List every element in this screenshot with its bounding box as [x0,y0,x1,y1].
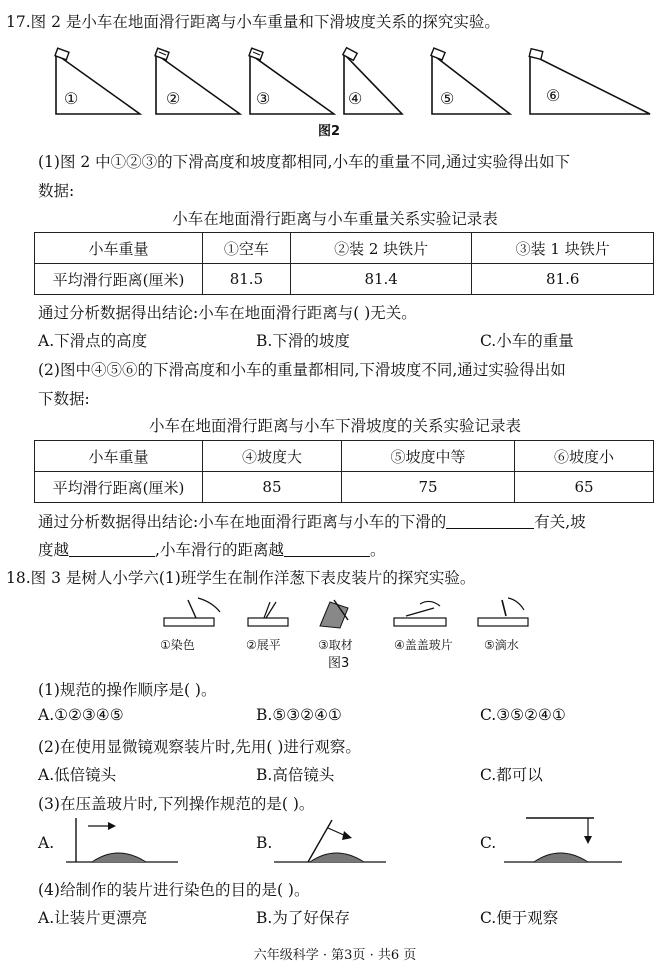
page-footer: 六年级科学 · 第3页 · 共6 页 [253,948,417,963]
ramp-3-label: ③ [256,89,271,108]
answer-blank[interactable] [446,513,534,529]
figure-3-drawings [158,596,538,632]
table1-row-label: 平均滑行距离(厘米) [35,264,203,295]
q18-part1-text: (1)规范的操作顺序是( )。 [38,681,217,699]
q17-part2-conclusion-b: 有关,坡 [534,513,586,531]
table-row [35,472,654,503]
q18-part3-text: (3)在压盖玻片时,下列操作规范的是( )。 [38,795,315,813]
ramp-6-label: ⑥ [546,86,561,105]
q17-part1-conclusion: 通过分析数据得出结论:小车在地面滑行距离与( )无关。 [38,304,417,322]
q17-part2-conclusion-line2 [38,538,385,560]
q18-part4-option-a: A.让装片更漂亮 [38,909,148,927]
ramp-5 [418,46,518,118]
coverslip-diagram-b [270,814,390,866]
answer-blank[interactable] [69,541,155,557]
table2-header-0: 小车重量 [35,441,203,472]
q17-part2-conclusion-e: 。 [369,541,386,559]
q17-part1-line1: (1)图 2 中①②③的下滑高度和坡度都相同,小车的重量不同,通过实验得出如下 [38,153,571,171]
step-3-label: ③取材 [318,638,353,652]
q18-stem: 18.图 3 是树人小学六(1)班学生在制作洋葱下表皮装片的探究实验。 [6,569,476,587]
q17-part2-line2: 下数据: [38,390,90,408]
ramp-3 [236,46,336,118]
q18-part3-option-c: C. [480,834,497,852]
table2-value-3: 65 [515,472,654,503]
table-row [35,264,654,295]
ramp-4-label: ④ [348,89,363,108]
table2-header-1: ④坡度大 [203,441,342,472]
q17-part2-conclusion-line1 [38,510,586,532]
table1-value-1: 81.5 [203,264,291,295]
table1-header-0: 小车重量 [35,233,203,264]
figure-2-caption: 图2 [318,124,341,139]
q18-part3-option-b: B. [256,834,273,852]
ramp-4 [330,46,410,118]
table-row [35,233,654,264]
q18-part1-option-a: A.①②③④⑤ [38,706,124,724]
table-row [35,441,654,472]
table2-title: 小车在地面滑行距离与小车下滑坡度的关系实验记录表 [148,417,521,435]
q18-part2-text: (2)在使用显微镜观察装片时,先用( )进行观察。 [38,738,361,756]
answer-blank[interactable] [284,541,370,557]
ramp-1-label: ① [64,89,79,108]
coverslip-diagram-c [500,814,626,866]
q17-part1-option-b: B.下滑的坡度 [256,332,350,350]
ramp-2 [142,46,242,118]
step-5-label: ⑤滴水 [484,638,519,652]
table2-header-2: ⑤坡度中等 [341,441,514,472]
q17-stem: 17.图 2 是小车在地面滑行距离与小车重量和下滑坡度关系的探究实验。 [6,13,500,31]
table1 [34,232,654,295]
q18-part2-option-b: B.高倍镜头 [256,766,335,784]
table1-header-1: ①空车 [203,233,291,264]
table1-header-2: ②装 2 块铁片 [290,233,472,264]
table1-header-3: ③装 1 块铁片 [472,233,654,264]
step-2-label: ②展平 [246,638,281,652]
ramp-5-label: ⑤ [440,89,455,108]
ramp-2-label: ② [166,89,181,108]
q18-part1-option-b: B.⑤③②④① [256,706,342,724]
table2-value-1: 85 [203,472,342,503]
table2-row-label: 平均滑行距离(厘米) [35,472,203,503]
q17-part2-line1: (2)图中④⑤⑥的下滑高度和小车的重量都相同,下滑坡度不同,通过实验得出如 [38,361,566,379]
ramp-1 [42,46,142,118]
q17-part2-conclusion-c: 度越 [38,541,70,559]
q18-part4-option-b: B.为了好保存 [256,909,350,927]
q17-part2-conclusion-a: 通过分析数据得出结论:小车在地面滑行距离与小车的下滑的 [38,513,447,531]
step-1-label: ①染色 [160,638,195,652]
figure-3-caption: 图3 [328,656,350,671]
q17-part2-conclusion-d: ,小车滑行的距离越 [155,541,284,559]
table1-value-3: 81.6 [472,264,654,295]
q17-part1-option-c: C.小车的重量 [480,332,574,350]
q18-part4-option-c: C.便于观察 [480,909,559,927]
q18-part2-option-a: A.低倍镜头 [38,766,117,784]
ramp-6 [514,46,654,118]
step-4-label: ④盖盖玻片 [394,638,453,652]
q18-part1-option-c: C.③⑤②④① [480,706,566,724]
coverslip-diagram-a [62,814,182,866]
table2-header-3: ⑥坡度小 [515,441,654,472]
q18-part3-option-a: A. [38,834,55,852]
table1-value-2: 81.4 [290,264,472,295]
q17-part1-line2: 数据: [38,182,75,200]
q18-part2-option-c: C.都可以 [480,766,543,784]
q18-part4-text: (4)给制作的装片进行染色的目的是( )。 [38,881,310,899]
q17-part1-option-a: A.下滑点的高度 [38,332,148,350]
table2 [34,440,654,503]
table2-value-2: 75 [341,472,514,503]
table1-title: 小车在地面滑行距离与小车重量关系实验记录表 [172,210,498,228]
